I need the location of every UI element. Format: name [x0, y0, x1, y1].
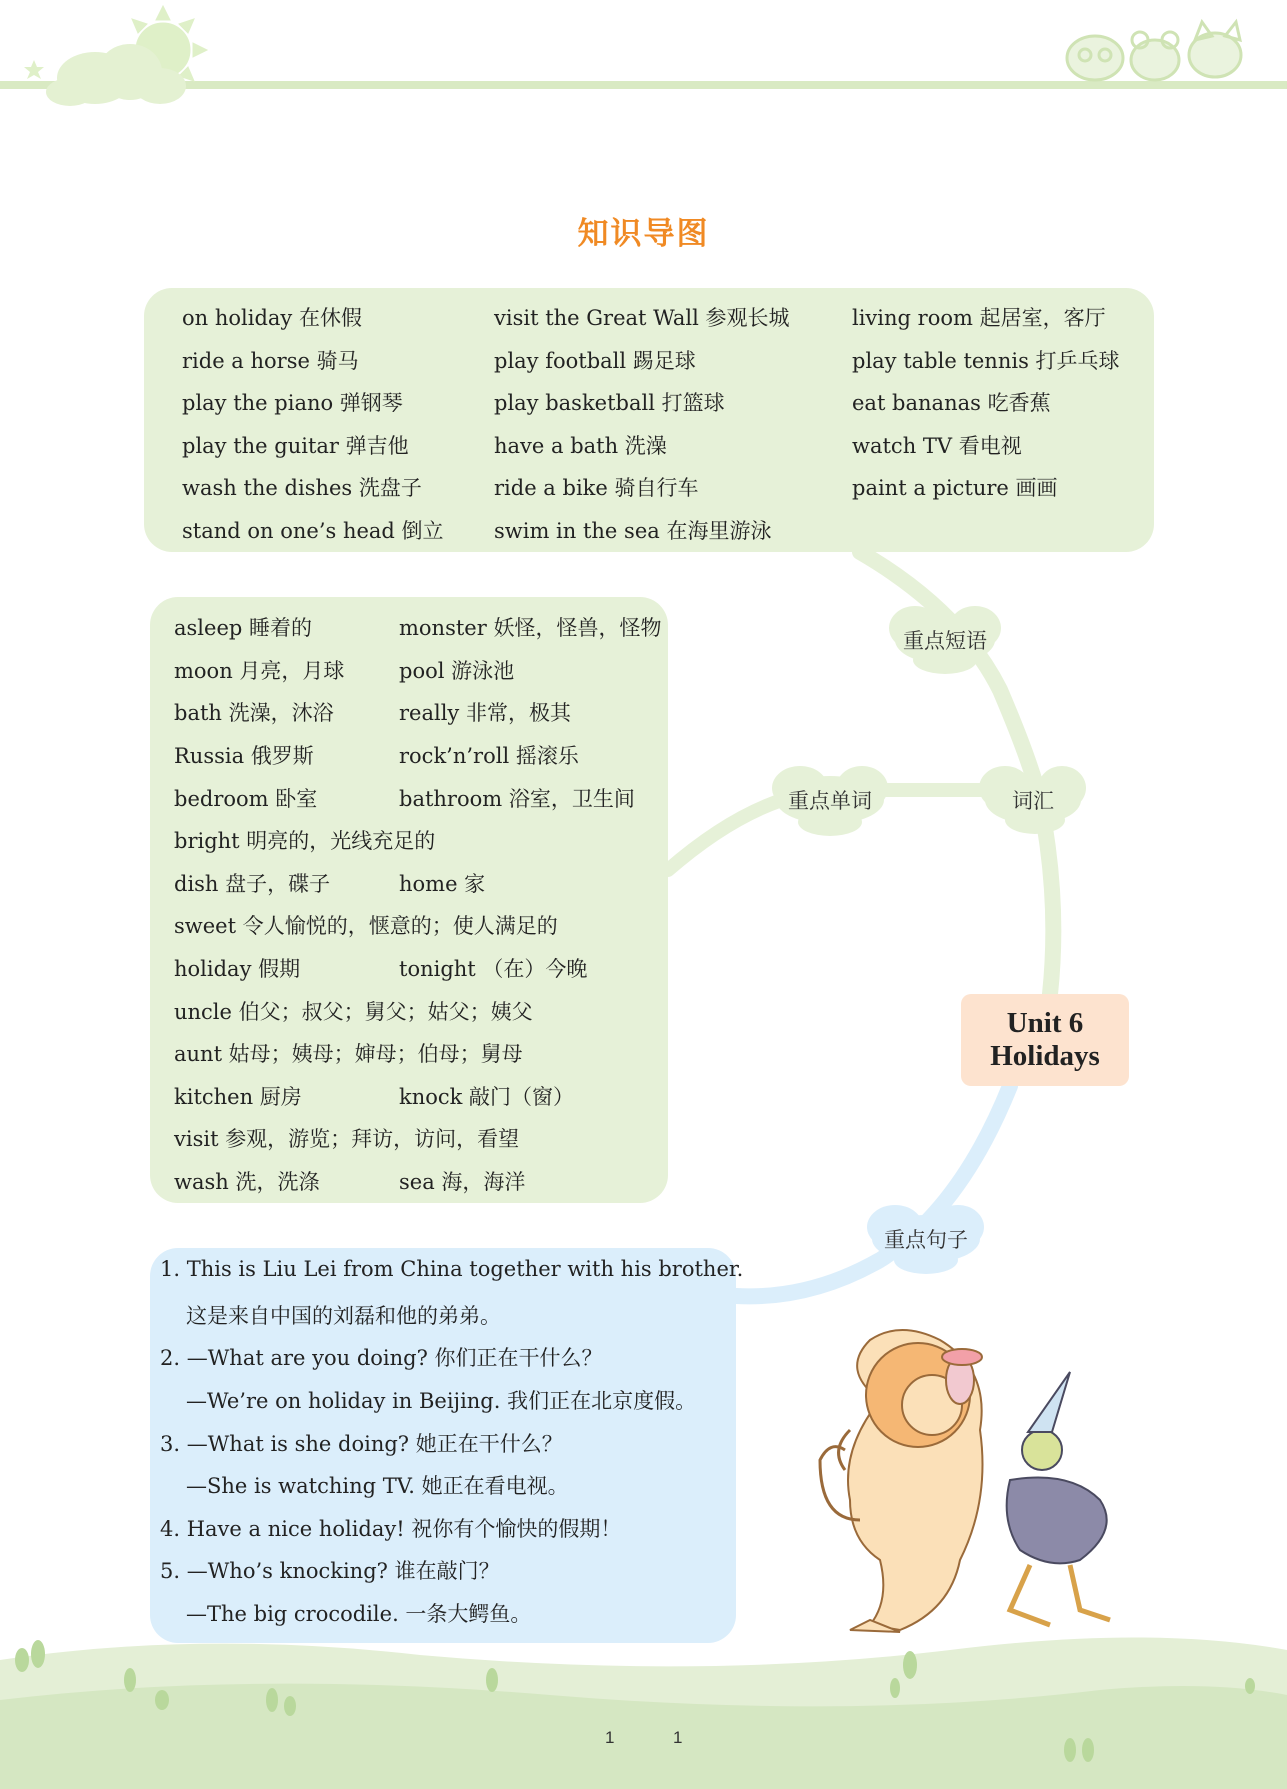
star-icon [24, 60, 44, 79]
phrase-item: eat bananas 吃香蕉 [852, 391, 1051, 415]
phrase-item: watch TV 看电视 [852, 434, 1022, 458]
phrase-item: play the guitar 弹吉他 [182, 434, 409, 458]
word-item: dish 盘子，碟子 [174, 872, 331, 896]
sentence-line: 5. —Who’s knocking? 谁在敲门？ [160, 1559, 500, 1583]
word-item: tonight （在）今晚 [399, 957, 588, 981]
word-item: pool 游泳池 [399, 659, 515, 683]
word-item: bath 洗澡，沐浴 [174, 701, 334, 725]
page-number: 1 [673, 1728, 683, 1747]
phrase-item: ride a horse 骑马 [182, 349, 359, 373]
word-item: really 非常，极其 [399, 701, 571, 725]
phrase-item: have a bath 洗澡 [494, 434, 667, 458]
word-item: bathroom 浴室，卫生间 [399, 787, 635, 811]
branch-label-key-words: 重点单词 [788, 789, 872, 813]
word-item: visit 参观，游览；拜访，访问，看望 [174, 1127, 520, 1151]
page-title: 知识导图 [577, 216, 710, 252]
branch-label-key-sentences: 重点句子 [884, 1228, 968, 1252]
branch-line-phrases [860, 552, 1040, 800]
word-item: moon 月亮，月球 [174, 659, 345, 683]
lion-duck-illustration [820, 1330, 1110, 1632]
word-item: rock’n’roll 摇滚乐 [399, 744, 579, 768]
sentence-line: —The big crocodile. 一条大鳄鱼。 [186, 1602, 532, 1626]
phrase-item: play football 踢足球 [494, 349, 696, 373]
sentence-line: 2. —What are you doing? 你们正在干什么？ [160, 1346, 603, 1370]
sentence-line: 这是来自中国的刘磊和他的弟弟。 [186, 1304, 501, 1328]
word-item: sweet 令人愉悦的，惬意的；使人满足的 [174, 914, 558, 938]
word-item: home 家 [399, 872, 486, 896]
word-item: wash 洗，洗涤 [174, 1170, 320, 1194]
sentence-line: 4. Have a nice holiday! 祝你有个愉快的假期！ [160, 1517, 622, 1541]
unit-name: Holidays [990, 1040, 1100, 1072]
word-item: asleep 睡着的 [174, 616, 312, 640]
phrase-item: paint a picture 画画 [852, 476, 1058, 500]
word-item: monster 妖怪，怪兽，怪物 [399, 616, 662, 640]
sentence-line: —She is watching TV. 她正在看电视。 [186, 1474, 569, 1498]
phrase-item: visit the Great Wall 参观长城 [494, 306, 790, 330]
branch-label-vocabulary: 词汇 [1012, 789, 1054, 813]
phrase-item: play the piano 弹钢琴 [182, 391, 403, 415]
header-line [0, 81, 1287, 89]
phrase-item: swim in the sea 在海里游泳 [494, 519, 772, 543]
word-item: kitchen 厨房 [174, 1085, 302, 1109]
word-item: bedroom 卧室 [174, 787, 318, 811]
phrase-item: wash the dishes 洗盘子 [182, 476, 422, 500]
unit-number: Unit 6 [1006, 1007, 1084, 1039]
key-words-panel [150, 597, 668, 1203]
word-item: uncle 伯父；叔父；舅父；姑父；姨父 [174, 1000, 533, 1024]
sentence-line: 3. —What is she doing? 她正在干什么？ [160, 1432, 563, 1456]
phrase-item: ride a bike 骑自行车 [494, 476, 699, 500]
branch-line-sentences [736, 1086, 1010, 1296]
phrase-item: stand on one’s head 倒立 [182, 519, 444, 543]
animals-icon [1067, 22, 1241, 80]
branch-label-key-phrases: 重点短语 [903, 629, 987, 653]
word-item: bright 明亮的，光线充足的 [174, 829, 436, 853]
phrase-item: on holiday 在休假 [182, 306, 362, 330]
word-item: holiday 假期 [174, 957, 301, 981]
sentence-line: 1. This is Liu Lei from China together with his brother. [160, 1257, 744, 1281]
word-item: Russia 俄罗斯 [174, 744, 314, 768]
word-item: aunt 姑母；姨母；婶母；伯母；舅母 [174, 1042, 523, 1066]
word-item: sea 海，海洋 [399, 1170, 526, 1194]
page-number: 1 [605, 1728, 615, 1747]
phrase-item: play basketball 打篮球 [494, 391, 725, 415]
unit-title-box [961, 994, 1129, 1086]
phrase-item: play table tennis 打乒乓球 [852, 349, 1120, 373]
word-item: knock 敲门（窗） [399, 1085, 575, 1109]
phrase-item: living room 起居室，客厅 [852, 306, 1106, 330]
sentence-line: —We’re on holiday in Beijing. 我们正在北京度假。 [186, 1389, 697, 1413]
